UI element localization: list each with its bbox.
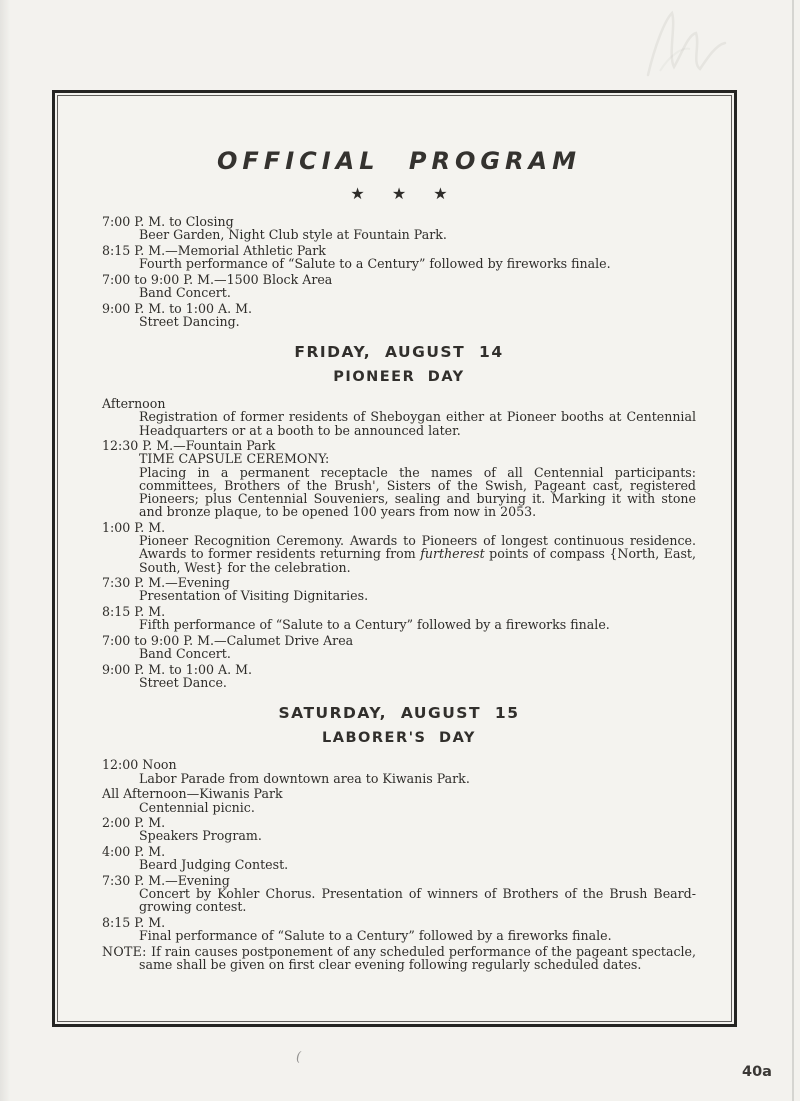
date-heading: SATURDAY, AUGUST 15 — [278, 704, 520, 723]
entry-description: Speakers Program. — [139, 828, 262, 844]
stars-ornament: ★ ★ ★ — [350, 184, 459, 203]
program-sections — [102, 215, 696, 971]
entry-description: Street Dance. — [139, 675, 227, 691]
page-title: OFFICIAL PROGRAM — [217, 147, 581, 175]
note-label: NOTE: — [102, 944, 152, 960]
page-number: 40a — [742, 1064, 772, 1080]
scan-edge-right — [792, 0, 794, 1101]
entry-time-label: 7:00 to 9:00 P. M.—1500 Block Area — [102, 271, 333, 287]
entry-time-label: 12:30 P. M.—Fountain Park — [102, 438, 276, 454]
entry-time-label: 8:15 P. M. — [102, 915, 166, 931]
entry-time-label: 12:00 Noon — [102, 757, 177, 773]
schedule-entry — [102, 397, 696, 437]
entry-description: Pioneer Recognition Ceremony. Awards to Pioneers of longest continuous residence. Awards to former residents returning from furtherest points of compass {North, East, South, West} for the celebration. — [139, 533, 696, 575]
entry-time-label: 7:00 P. M. to Closing — [102, 214, 234, 229]
entry-description: TIME CAPSULE CEREMONY: — [139, 451, 330, 467]
program-section — [102, 215, 696, 328]
entry-time-label: 9:00 P. M. to 1:00 A. M. — [102, 300, 253, 316]
entry-description: Band Concert. — [139, 285, 231, 301]
entry-time-label: All Afternoon—Kiwanis Park — [102, 786, 283, 802]
entry-time-label: 1:00 P. M. — [102, 519, 166, 535]
schedule-entry — [102, 302, 696, 328]
entry-description: Band Concert. — [139, 646, 231, 662]
entry-time-label: 2:00 P. M. — [102, 815, 166, 831]
schedule-entry — [102, 845, 696, 871]
entry-time-label: 9:00 P. M. to 1:00 A. M. — [102, 661, 253, 677]
schedule-entry — [102, 439, 696, 518]
entry-description: Presentation of Visiting Dignitaries. — [139, 588, 369, 604]
page-border-frame — [52, 90, 737, 1027]
entry-description: Labor Parade from downtown area to Kiwanis Park. — [139, 770, 470, 786]
schedule-entry — [102, 605, 696, 631]
entry-time-label: 8:15 P. M.—Memorial Athletic Park — [102, 242, 326, 258]
entry-time-label: 7:00 to 9:00 P. M.—Calumet Drive Area — [102, 633, 354, 649]
schedule-entry — [102, 634, 696, 660]
program-section — [102, 704, 696, 971]
schedule-entries — [102, 397, 696, 689]
day-heading: LABORER'S DAY — [322, 730, 476, 747]
schedule-entry — [102, 576, 696, 602]
entry-time-label: 7:30 P. M.—Evening — [102, 575, 230, 591]
schedule-entry — [102, 244, 696, 270]
note-paragraph: NOTE: If rain causes postponement of any scheduled performance of the pageant spectacle, same shall be given on first clear evening following regularly scheduled dates. — [102, 944, 696, 973]
entry-description: Concert by Kohler Chorus. Presentation of winners of Brothers of the Brush Beard-growing contest. — [139, 886, 696, 915]
entry-description: Centennial picnic. — [139, 799, 255, 815]
schedule-entry — [102, 874, 696, 914]
scan-edge-left — [0, 0, 10, 1101]
entry-description: Fourth performance of “Salute to a Century” followed by fireworks finale. — [139, 256, 611, 272]
schedule-entry — [102, 521, 696, 574]
schedule-entries — [102, 215, 696, 328]
entry-description: Beard Judging Contest. — [139, 857, 289, 873]
schedule-entries — [102, 758, 696, 971]
entry-time-label: Afternoon — [102, 396, 166, 412]
entry-description: Registration of former residents of Sheboygan either at Pioneer booths at Centennial Headquarters or at a booth to be announced later. — [139, 409, 696, 438]
entry-description: Street Dancing. — [139, 313, 240, 329]
schedule-entry — [102, 215, 696, 241]
schedule-entry — [102, 945, 696, 971]
program-section — [102, 343, 696, 689]
entry-description: Placing in a permanent receptacle the names of all Centennial participants: committees, Brothers of the Brush', Sisters of the Swish, Pageant cast, registered Pioneers; plus Centennial Souveniers, sealing and burying it. Marking it with stone and bronze plaque, to be opened 100 years from now in 2053. — [139, 464, 696, 520]
scan-tick-artifact: ( — [296, 1050, 302, 1065]
entry-description: Fifth performance of “Salute to a Century” followed by a fireworks finale. — [139, 617, 610, 633]
schedule-entry — [102, 916, 696, 942]
pencil-scribble-artifact — [630, 5, 740, 94]
entry-description: Final performance of “Salute to a Century” followed by a fireworks finale. — [139, 928, 612, 944]
date-heading: FRIDAY, AUGUST 14 — [294, 343, 504, 362]
entry-description: Beer Garden, Night Club style at Fountain Park. — [139, 227, 447, 243]
entry-time-label: 8:15 P. M. — [102, 604, 166, 620]
program-content — [55, 93, 734, 1024]
schedule-entry — [102, 787, 696, 813]
entry-time-label: 7:30 P. M.—Evening — [102, 873, 230, 889]
schedule-entry — [102, 273, 696, 299]
day-heading: PIONEER DAY — [333, 369, 465, 386]
schedule-entry — [102, 758, 696, 784]
entry-time-label: 4:00 P. M. — [102, 844, 166, 860]
schedule-entry — [102, 663, 696, 689]
schedule-entry — [102, 816, 696, 842]
